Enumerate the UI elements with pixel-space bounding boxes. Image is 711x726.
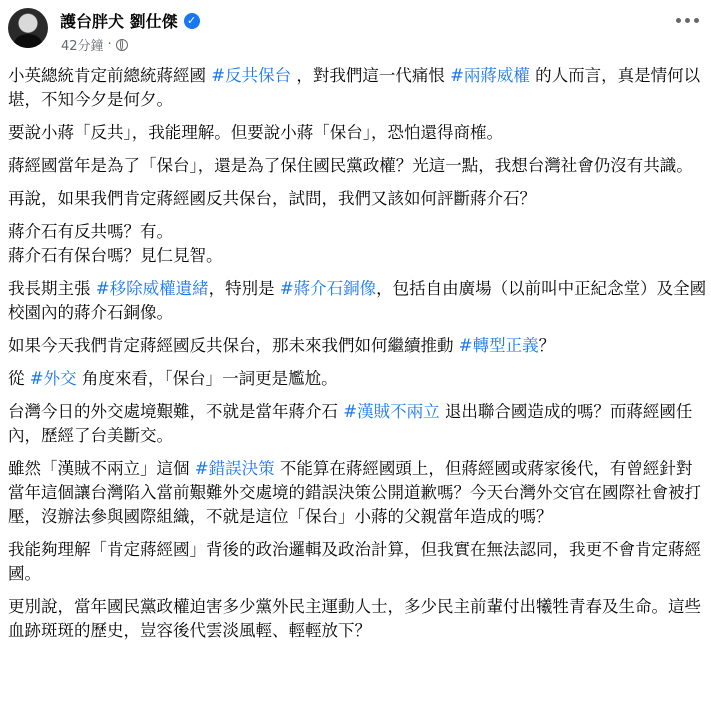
post-text: ，特別是: [208, 279, 280, 298]
post-text: 退出聯合國造成的嗎？而蔣經國任內，歷經了台美斷交。: [8, 402, 693, 445]
hashtag-link[interactable]: #漢賊不兩立: [343, 402, 440, 421]
more-options-button[interactable]: [676, 18, 699, 23]
post-header: [0, 0, 711, 64]
post-time[interactable]: 42分鐘: [61, 39, 104, 54]
post-text: 蔣介石有保台嗎？見仁見智。: [8, 246, 223, 265]
post-text: ？: [538, 336, 556, 355]
post-text: 蔣經國當年是為了「保台」，還是為了保住國民黨政權？光這一點，我想台灣社會仍沒有共識。: [8, 156, 693, 175]
hashtag-link[interactable]: #移除威權遺緒: [95, 279, 209, 298]
post-text: 再說，如果我們肯定蔣經國反共保台，試問，我們又該如何評斷蔣介石？: [8, 189, 536, 208]
hashtag-link[interactable]: #外交: [29, 369, 77, 388]
hashtag-link[interactable]: #轉型正義: [458, 336, 539, 355]
hashtag-link[interactable]: #反共保台: [211, 66, 292, 85]
hashtag-link[interactable]: #錯誤決策: [194, 459, 275, 478]
post-paragraph: [8, 154, 708, 178]
post-text: 蔣介石有反共嗎？有。: [8, 222, 173, 241]
post-text: 我長期主張: [8, 279, 96, 298]
more-dot-icon: [685, 18, 690, 23]
post-paragraph: [8, 277, 708, 325]
post-text: 我能夠理解「肯定蔣經國」背後的政治邏輯及政治計算，但我實在無法認同，我更不會肯定蔣經國。: [8, 540, 701, 583]
author-line: [60, 9, 200, 32]
post-paragraph: [8, 538, 708, 586]
hashtag-link[interactable]: #蔣介石銅像: [279, 279, 377, 298]
post-paragraph: [8, 64, 708, 112]
post-text: 如果今天我們肯定蔣經國反共保台，那未來我們如何繼續推動: [8, 336, 459, 355]
meta-separator: ·: [107, 37, 112, 52]
post-text: ，對我們這一代痛恨: [291, 66, 451, 85]
post-paragraph: [8, 220, 708, 268]
post-text: 從: [8, 369, 30, 388]
post-paragraph: [8, 187, 708, 211]
author-avatar[interactable]: [8, 8, 48, 48]
post-paragraph: [8, 367, 708, 391]
post-text: 雖然「漢賊不兩立」這個: [8, 459, 195, 478]
post-paragraph: [8, 400, 708, 448]
post-text: 更別說，當年國民黨政權迫害多少黨外民主運動人士，多少民主前輩付出犧牲青春及生命。這些血跡斑斑的歷史，豈容後代雲淡風輕、輕輕放下？: [8, 597, 701, 640]
more-dot-icon: [676, 18, 681, 23]
post-text: 小英總統肯定前總統蔣經國: [8, 66, 212, 85]
more-dot-icon: [694, 18, 699, 23]
globe-icon: [116, 39, 128, 51]
post-paragraph: [8, 457, 708, 529]
post-meta: [61, 35, 128, 54]
post-paragraph: [8, 334, 708, 358]
post-text: ，包括自由廣場（以前叫中正紀念堂）及全國校園內的蔣介石銅像。: [8, 279, 707, 322]
post-text: 的人而言，真是情何以堪，不知今夕是何夕。: [8, 66, 701, 109]
post-text: 台灣今日的外交處境艱難，不就是當年蔣介石: [8, 402, 344, 421]
post-text: 不能算在蔣經國頭上，但蔣經國或蔣家後代，有曾經針對當年這個讓台灣陷入當前艱難外交處境的錯誤決策公開道歉嗎？今天台灣外交官在國際社會被打壓，沒辦法參與國際組織，不就是這位「保台」小蔣的父親當年造成的嗎？: [8, 459, 701, 526]
post-paragraph: [8, 595, 708, 643]
post-paragraph: [8, 121, 708, 145]
verified-badge-icon: ✓: [184, 13, 200, 29]
post-text: 要說小蔣「反共」，我能理解。但要說小蔣「保台」，恐怕還得商榷。: [8, 123, 503, 142]
hashtag-link[interactable]: #兩蔣威權: [450, 66, 530, 85]
post-text: 角度來看，「保台」一詞更是尷尬。: [76, 369, 338, 388]
author-name[interactable]: 護台胖犬 劉仕傑: [60, 12, 178, 31]
post-body: [8, 64, 708, 652]
